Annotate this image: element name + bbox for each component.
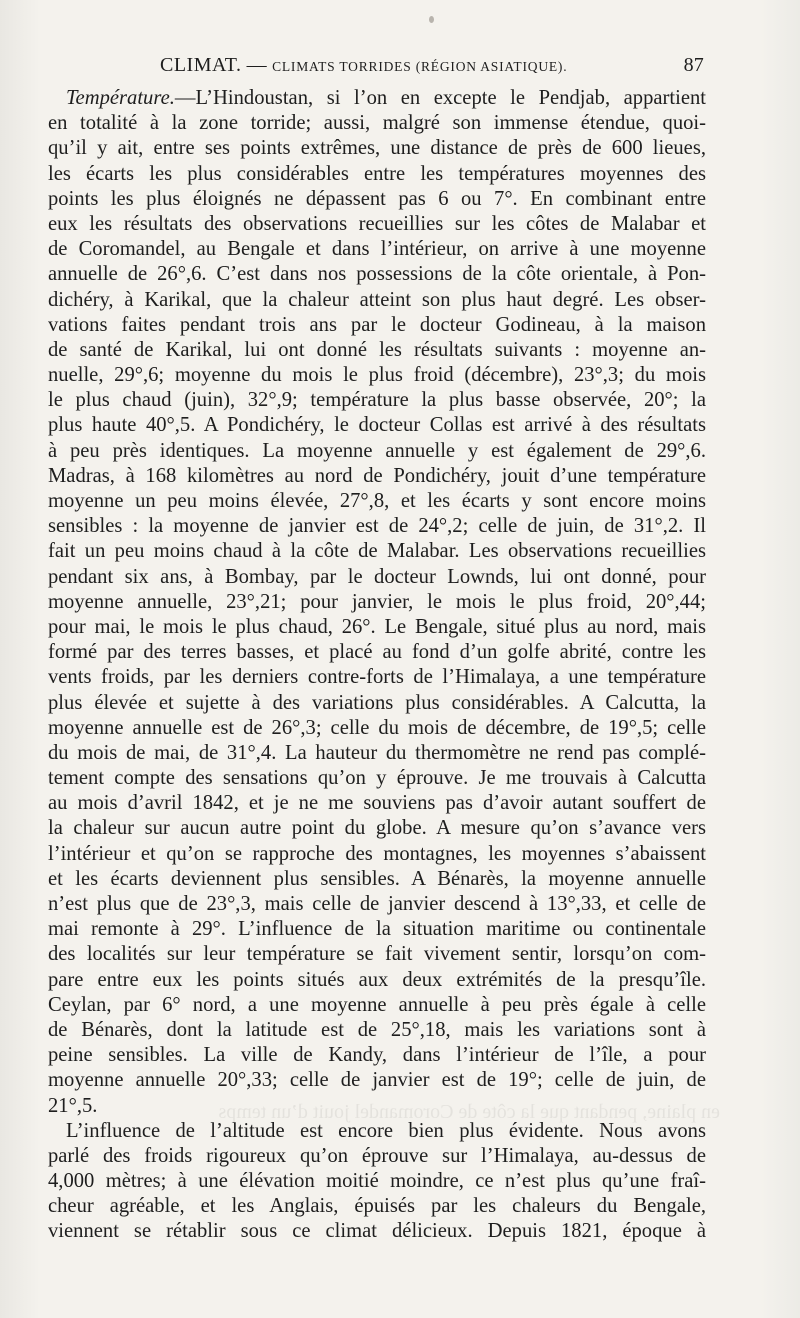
text-line: n’est plus que de 23°,3, mais celle de janvier descend à 13°,33, et celle de xyxy=(48,893,706,915)
text-line: L’influence de l’altitude est encore bien plus évidente. Nous avons xyxy=(66,1119,706,1142)
ink-speck xyxy=(429,16,434,23)
text-line: de Coromandel, au Bengale et dans l’intérieur, on arrive à une moyenne xyxy=(48,238,706,261)
show-through-text: en plaine, pendant que la côte de Coromandel jouit d’un temps xyxy=(218,1101,720,1123)
text-line: annuelle de 26°,6. C’est dans nos possessions de la côte orientale, à Pon- xyxy=(48,263,706,286)
text-line: formé par des terres basses, et placé au fond d’un golfe abrité, contre les xyxy=(48,641,706,664)
text-line: au mois d’avril 1842, et je ne me souviens pas d’avoir autant souffert de xyxy=(48,792,706,815)
text-line: à peu près identiques. La moyenne annuelle y est également de 29°,6. xyxy=(48,439,706,462)
text-line: en totalité à la zone torride; aussi, malgré son immense étendue, quoi- xyxy=(48,112,706,135)
text-line: pendant six ans, à Bombay, par le docteur Lownds, lui ont donné, pour xyxy=(48,565,706,588)
text-line: 21°,5. xyxy=(48,1094,98,1117)
text-line: mai remonte à 29°. L’influence de la situation maritime ou continentale xyxy=(48,918,706,941)
text-line: sensibles : la moyenne de janvier est de 24°,2; celle de juin, de 31°,2. Il xyxy=(48,515,706,538)
text-line: plus élevée et sujette à des variations plus considérables. A Calcutta, la xyxy=(48,691,706,714)
section-lead-in: Température. xyxy=(66,87,175,109)
running-head-subtitle: CLIMATS TORRIDES (RÉGION ASIATIQUE). xyxy=(272,59,568,74)
text-line: moyenne annuelle 20°,33; celle de janvier est de 19°; celle de juin, de xyxy=(48,1069,706,1092)
running-head xyxy=(160,52,704,78)
text-line: peine sensibles. La ville de Kandy, dans l’intérieur de l’île, a pour xyxy=(48,1044,706,1067)
running-head-dash: — xyxy=(246,54,267,76)
text-line: de santé de Karikal, lui ont donné les résultats suivants : moyenne an- xyxy=(48,338,706,361)
page-number: 87 xyxy=(683,54,704,76)
text-line: moyenne un peu moins élevée, 27°,8, et les écarts y sont encore moins xyxy=(48,490,706,512)
text-line: l’intérieur et qu’on se rapproche des montagnes, les moyennes s’abaissent xyxy=(48,842,706,865)
text-line: nuelle, 29°,6; moyenne du mois le plus froid (décembre), 23°,3; du mois xyxy=(48,364,706,387)
text-line: parlé des froids rigoureux qu’on éprouve sur l’Himalaya, au-dessus de xyxy=(48,1144,706,1167)
text-line: moyenne annuelle est de 26°,3; celle du mois de décembre, de 19°,5; celle xyxy=(48,716,706,739)
body-text xyxy=(48,86,706,1245)
text-line: le plus chaud (juin), 32°,9; température la plus basse observée, 20°; la xyxy=(48,389,706,412)
text-line: points les plus éloignés ne dépassent pas 6 ou 7°. En combinant entre xyxy=(48,187,706,210)
running-head-title: CLIMAT. xyxy=(160,54,242,76)
text-line: vents froids, par les derniers contre-forts de l’Himalaya, a une température xyxy=(48,666,706,689)
text-line: qu’il y ait, entre ses points extrêmes, une distance de près de 600 lieues, xyxy=(48,137,706,160)
text-line: du mois de mai, de 31°,4. La hauteur du thermomètre ne rend pas complé- xyxy=(48,741,706,764)
text-line: eux les résultats des observations recueillies sur les côtes de Malabar et xyxy=(48,212,706,235)
text-line-content: —L’Hindoustan, si l’on en excepte le Pendjab, appartient xyxy=(174,87,706,109)
text-line: les écarts les plus considérables entre les températures moyennes des xyxy=(48,162,706,185)
text-line: Madras, à 168 kilomètres au nord de Pondichéry, jouit d’une température xyxy=(48,464,706,487)
text-line: la chaleur sur aucun autre point du globe. A mesure qu’on s’avance vers xyxy=(48,817,706,840)
text-line: dichéry, à Karikal, que la chaleur atteint son plus haut degré. Les obser- xyxy=(48,288,706,311)
text-line: et les écarts deviennent plus sensibles. A Bénarès, la moyenne annuelle xyxy=(48,867,706,890)
text-line: Ceylan, par 6° nord, a une moyenne annuelle à peu près égale à celle xyxy=(48,993,706,1016)
text-line: de Bénarès, dont la latitude est de 25°,18, mais les variations sont à xyxy=(48,1018,706,1041)
text-line: cheur agréable, et les Anglais, épuisés par les chaleurs du Bengale, xyxy=(48,1195,706,1218)
text-line: pour mai, le mois le plus chaud, 26°. Le Bengale, situé plus au nord, mais xyxy=(48,615,706,638)
text-line: vations faites pendant trois ans par le docteur Godineau, à la maison xyxy=(48,313,706,336)
text-line: tement compte des sensations qu’on y éprouve. Je me trouvais à Calcutta xyxy=(48,767,706,790)
text-line: des localités sur leur température se fait vivement sentir, lorsqu’on com- xyxy=(48,943,706,966)
text-line: 4,000 mètres; à une élévation moitié moindre, ce n’est plus qu’une fraî- xyxy=(48,1170,706,1193)
text-line: pare entre eux les points situés aux deux extrémités de la presqu’île. xyxy=(48,968,706,991)
text-line: moyenne annuelle, 23°,21; pour janvier, le mois le plus froid, 20°,44; xyxy=(48,590,706,613)
text-line: viennent se rétablir sous ce climat délicieux. Depuis 1821, époque à xyxy=(48,1220,706,1243)
text-line: fait un peu moins chaud à la côte de Malabar. Les observations recueillies xyxy=(48,540,706,563)
text-line: plus haute 40°,5. A Pondichéry, le docteur Collas est arrivé à des résultats xyxy=(48,414,706,437)
text-line xyxy=(48,86,706,111)
